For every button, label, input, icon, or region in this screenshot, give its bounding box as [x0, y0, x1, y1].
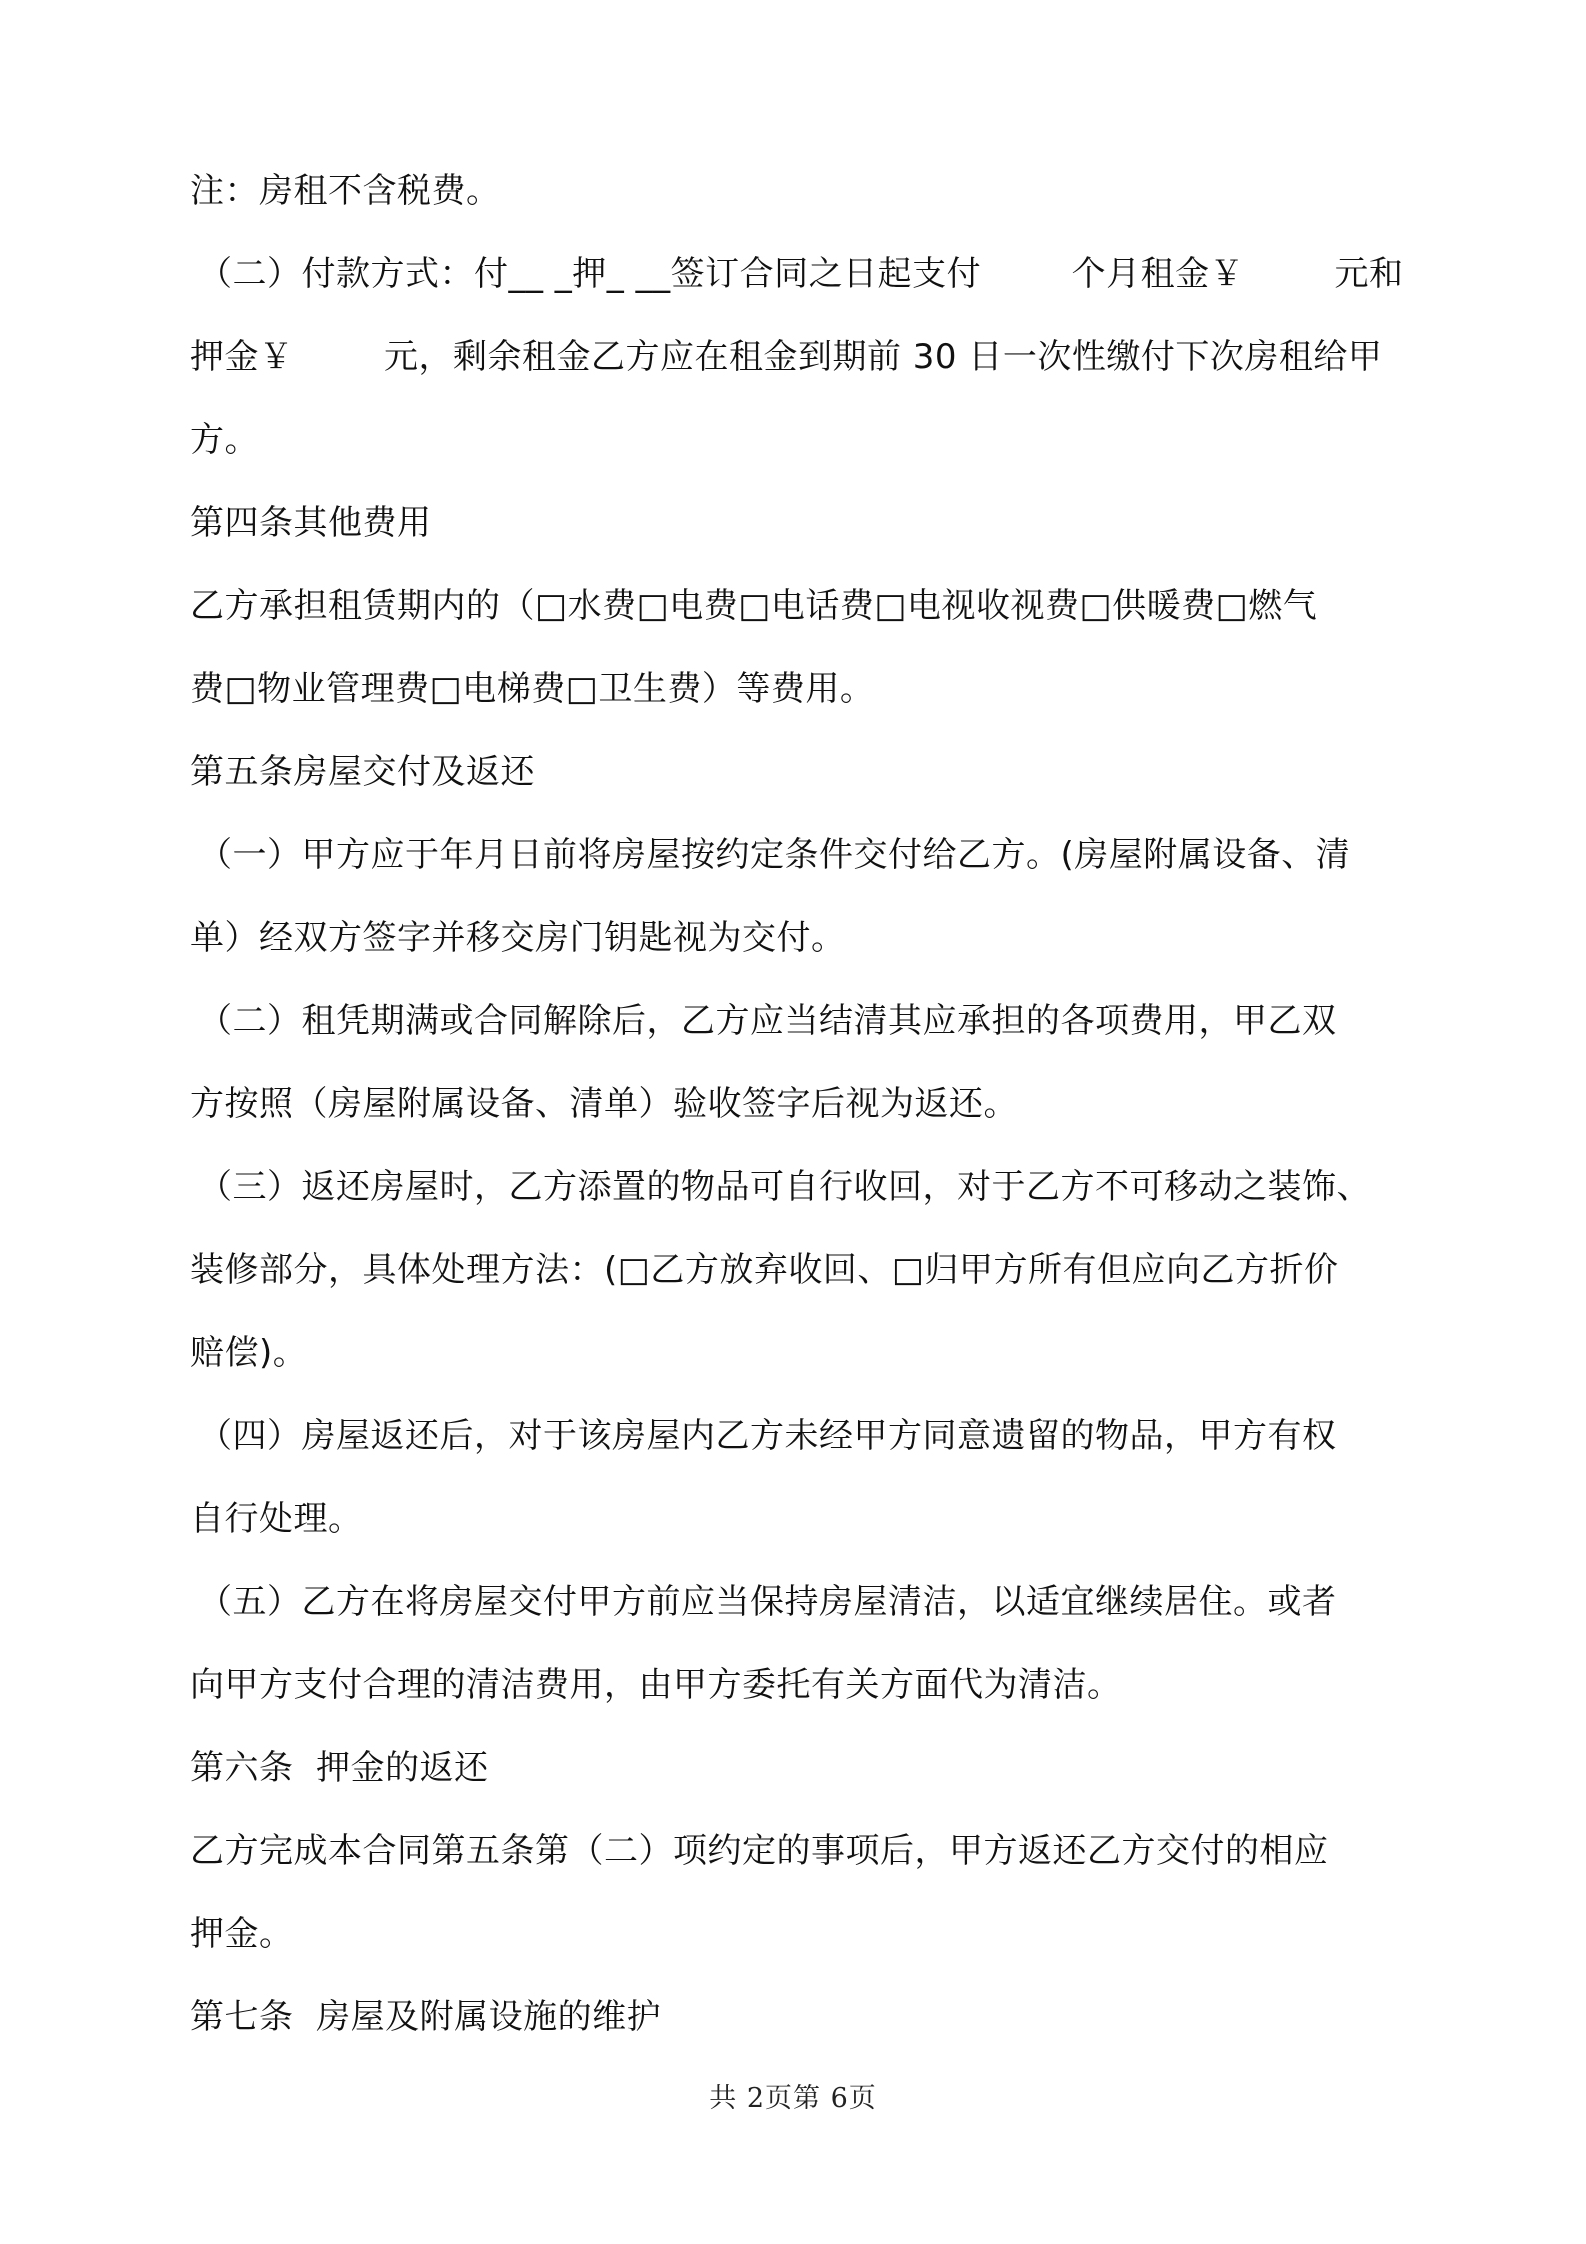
- contract-body: [190, 150, 1435, 2059]
- article-5-item-2-line-2: 方按照（房屋附属设备、清单）验收签字后视为返还。: [190, 1084, 1018, 1124]
- article-4-heading: 第四条其他费用: [190, 503, 432, 543]
- article-5-item-5-line-1: （五）乙方在将房屋交付甲方前应当保持房屋清洁，以适宜继续居住。或者: [198, 1582, 1337, 1622]
- article-4-line-1: 乙方承担租赁期内的（□水费□电费□电话费□电视收视费□供暖费□燃气: [190, 586, 1318, 626]
- article-5-item-3-line-2: 装修部分，具体处理方法：(□乙方放弃收回、□归甲方所有但应向乙方折价: [190, 1250, 1339, 1290]
- article-6-line-2: 押金。: [190, 1914, 294, 1954]
- article-5-item-1-line-2: 单）经双方签字并移交房门钥匙视为交付。: [190, 918, 846, 958]
- article-6-line-1: 乙方完成本合同第五条第（二）项约定的事项后，甲方返还乙方交付的相应: [190, 1831, 1329, 1871]
- article-7-heading: 第七条 房屋及附属设施的维护: [190, 1997, 662, 2037]
- article-5-item-4-line-1: （四）房屋返还后，对于该房屋内乙方未经甲方同意遗留的物品，甲方有权: [198, 1416, 1337, 1456]
- page-number-footer: 共 2页第 6页: [709, 2083, 877, 2114]
- note-tax: 注：房租不含税费。: [190, 171, 501, 211]
- article-4-line-2: 费□物业管理费□电梯费□卫生费）等费用。: [190, 669, 875, 709]
- article-5-item-4-line-2: 自行处理。: [190, 1499, 363, 1539]
- article-5-item-3-line-1: （三）返还房屋时，乙方添置的物品可自行收回，对于乙方不可移动之装饰、: [198, 1167, 1371, 1207]
- payment-method-line-3: 方。: [190, 420, 259, 460]
- article-5-item-1-line-1: （一）甲方应于年月日前将房屋按约定条件交付给乙方。(房屋附属设备、清: [198, 835, 1351, 875]
- article-5-item-5-line-2: 向甲方支付合理的清洁费用，由甲方委托有关方面代为清洁。: [190, 1665, 1122, 1705]
- payment-method-line-2: 押金￥ 元，剩余租金乙方应在租金到期前 30 日一次性缴付下次房租给甲: [190, 337, 1383, 377]
- article-6-heading: 第六条 押金的返还: [190, 1748, 489, 1788]
- article-5-item-3-line-3: 赔偿)。: [190, 1333, 308, 1373]
- article-5-item-2-line-1: （二）租凭期满或合同解除后，乙方应当结清其应承担的各项费用，甲乙双: [198, 1001, 1337, 1041]
- payment-method-line-1: （二）付款方式：付__ _押_ __签订合同之日起支付 个月租金￥ 元和: [198, 254, 1404, 294]
- article-5-heading: 第五条房屋交付及返还: [190, 752, 535, 792]
